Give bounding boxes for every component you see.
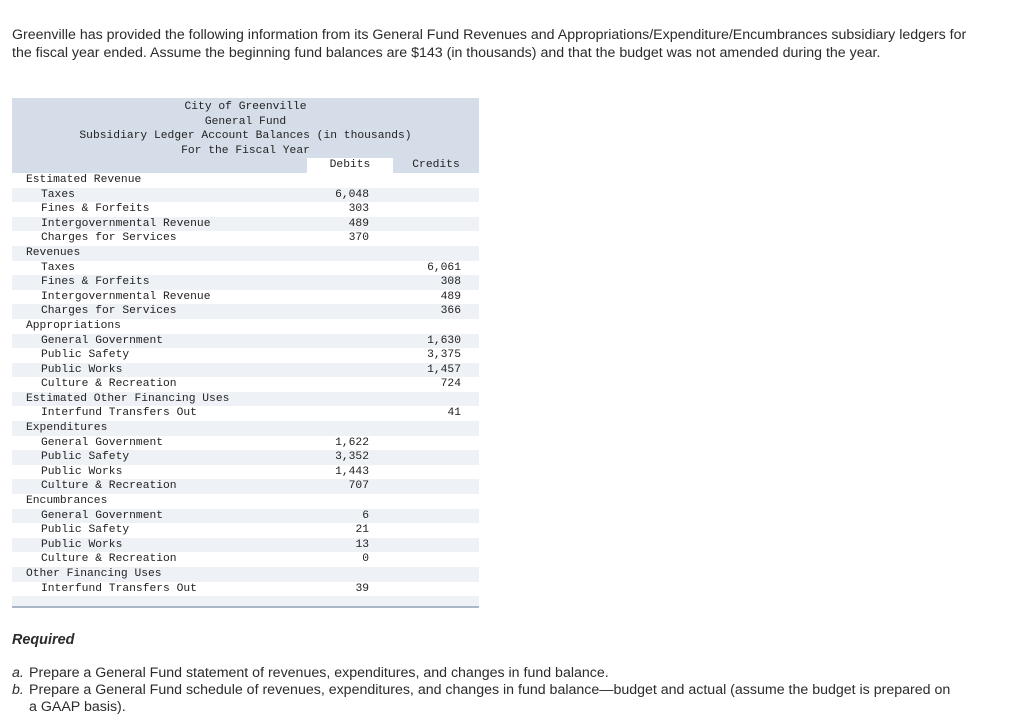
row-debit: 370 [348, 232, 369, 245]
row-label: General Government [41, 436, 164, 449]
task-letter: b. [12, 682, 24, 698]
row-debit: 0 [362, 553, 369, 566]
row-label: Other Financing Uses [26, 568, 162, 580]
row-debit [307, 246, 393, 261]
row-label: Interfund Transfers Out [41, 582, 197, 595]
row-label: Culture & Recreation [41, 480, 177, 493]
table-row [12, 261, 479, 276]
row-credit [393, 188, 479, 203]
table-row [12, 363, 479, 378]
task-text: Prepare a General Fund statement of revenues, expenditures, and changes in fund balance. [29, 665, 609, 681]
ledger-title-fund: General Fund [204, 115, 287, 128]
ledger-title-city: City of Greenville [184, 101, 307, 113]
row-debit: 707 [348, 480, 369, 493]
table-row [12, 421, 479, 436]
table-row-spacer [12, 596, 479, 606]
row-label: Fines & Forfeits [41, 276, 150, 289]
row-label: Fines & Forfeits [41, 203, 150, 216]
task-letter: a. [12, 665, 24, 681]
ledger-title-period: For the Fiscal Year [181, 144, 310, 157]
task-text: Prepare a General Fund schedule of revenues, expenditures, and changes in fund balance—budget and actual (assume the budget is prepared on a GAAP basis). [29, 682, 951, 715]
row-debit [307, 304, 393, 319]
row-credit: 3,375 [427, 349, 461, 362]
row-credit: 724 [440, 378, 461, 391]
row-debit [307, 421, 393, 436]
row-label: General Government [41, 509, 164, 522]
table-row [12, 494, 479, 509]
row-credit: 1,457 [427, 363, 461, 376]
row-debit: 1,622 [335, 436, 369, 449]
required-heading: Required [12, 632, 75, 648]
ledger-title-description: Subsidiary Ledger Account Balances (in thousands) [79, 130, 412, 143]
row-label: Revenues [26, 246, 81, 259]
row-debit: 6,048 [335, 188, 369, 201]
table-row [12, 275, 479, 290]
row-label: Public Works [41, 363, 123, 376]
row-label: Interfund Transfers Out [41, 407, 197, 420]
row-label: Public Safety [41, 349, 130, 362]
row-credit: 1,630 [427, 334, 461, 347]
row-debit: 6 [362, 509, 369, 522]
row-label: Estimated Revenue [26, 173, 142, 186]
table-row [12, 509, 479, 524]
table-row [12, 567, 479, 582]
table-row [12, 552, 479, 567]
row-credit [393, 173, 479, 188]
row-label: Public Safety [41, 524, 130, 537]
row-credit [393, 552, 479, 567]
row-debit [307, 275, 393, 290]
table-row [12, 479, 479, 494]
row-debit [307, 377, 393, 392]
row-credit [393, 436, 479, 451]
ledger-table [12, 98, 479, 608]
row-debit [307, 494, 393, 509]
row-label: Expenditures [26, 422, 108, 435]
list-item [12, 682, 962, 716]
row-credit: 489 [440, 290, 461, 303]
row-credit [393, 538, 479, 553]
table-row [12, 450, 479, 465]
table-row [12, 377, 479, 392]
row-label: Estimated Other Financing Uses [26, 392, 230, 405]
table-row [12, 582, 479, 597]
row-debit: 3,352 [335, 451, 369, 464]
problem-intro: Greenville has provided the following information from its General Fund Revenues and Appropriations/Expenditure/Encumbrances subsidiary ledgers for the fiscal year ended. Assume the beginning fund balances are $143 (in thousands) and that the budget was not amended during the year. [12, 27, 967, 61]
row-credit [393, 421, 479, 436]
row-credit [393, 246, 479, 261]
row-credit [393, 450, 479, 465]
row-debit [307, 567, 393, 582]
row-label: Charges for Services [41, 232, 177, 245]
row-credit [393, 319, 479, 334]
ledger-header [12, 98, 479, 158]
row-label: Public Works [41, 465, 123, 478]
table-row [12, 188, 479, 203]
row-debit [307, 406, 393, 421]
ledger-column-headers [12, 158, 479, 173]
row-debit: 39 [355, 582, 369, 595]
table-row [12, 173, 479, 188]
row-credit [393, 582, 479, 597]
row-debit: 1,443 [335, 465, 369, 478]
row-label: Taxes [41, 188, 75, 201]
row-debit [307, 348, 393, 363]
row-label: Encumbrances [26, 495, 108, 508]
row-credit [393, 217, 479, 232]
row-label: Culture & Recreation [41, 553, 177, 566]
table-row [12, 348, 479, 363]
table-row [12, 217, 479, 232]
table-row [12, 406, 479, 421]
row-label: Public Safety [41, 451, 130, 464]
row-debit: 489 [348, 217, 369, 230]
row-debit: 13 [355, 538, 369, 551]
row-label: Appropriations [26, 319, 121, 332]
row-debit [307, 261, 393, 276]
row-credit: 308 [440, 276, 461, 289]
table-row [12, 523, 479, 538]
ledger-rows [12, 173, 479, 606]
row-credit: 366 [440, 305, 461, 318]
row-debit [307, 290, 393, 305]
row-debit: 303 [348, 203, 369, 216]
table-row [12, 304, 479, 319]
table-row [12, 392, 479, 407]
table-row [12, 231, 479, 246]
row-debit [307, 173, 393, 188]
table-row [12, 319, 479, 334]
table-row [12, 465, 479, 480]
row-label: Intergovernmental Revenue [41, 217, 211, 230]
row-label: Charges for Services [41, 305, 177, 318]
row-label: Taxes [41, 261, 75, 274]
row-credit [393, 494, 479, 509]
row-debit [307, 392, 393, 407]
row-credit: 41 [447, 407, 461, 420]
row-credit: 6,061 [427, 261, 461, 274]
row-credit [393, 465, 479, 480]
required-task-list [12, 665, 962, 716]
row-label: Intergovernmental Revenue [41, 290, 211, 303]
row-credit [393, 509, 479, 524]
row-credit [393, 523, 479, 538]
table-row [12, 290, 479, 305]
row-debit: 21 [355, 524, 369, 537]
credits-column-header: Credits [412, 159, 460, 172]
list-item [12, 665, 962, 682]
table-row [12, 246, 479, 261]
row-debit [307, 334, 393, 349]
row-credit [393, 479, 479, 494]
table-row [12, 334, 479, 349]
table-row [12, 538, 479, 553]
row-credit [393, 567, 479, 582]
debits-column-header: Debits [307, 158, 393, 173]
row-debit [307, 363, 393, 378]
table-row [12, 436, 479, 451]
row-debit [307, 319, 393, 334]
row-credit [393, 392, 479, 407]
table-row [12, 202, 479, 217]
row-credit [393, 231, 479, 246]
row-label: General Government [41, 334, 164, 347]
row-label: Public Works [41, 538, 123, 551]
row-label: Culture & Recreation [41, 378, 177, 391]
row-credit [393, 202, 479, 217]
